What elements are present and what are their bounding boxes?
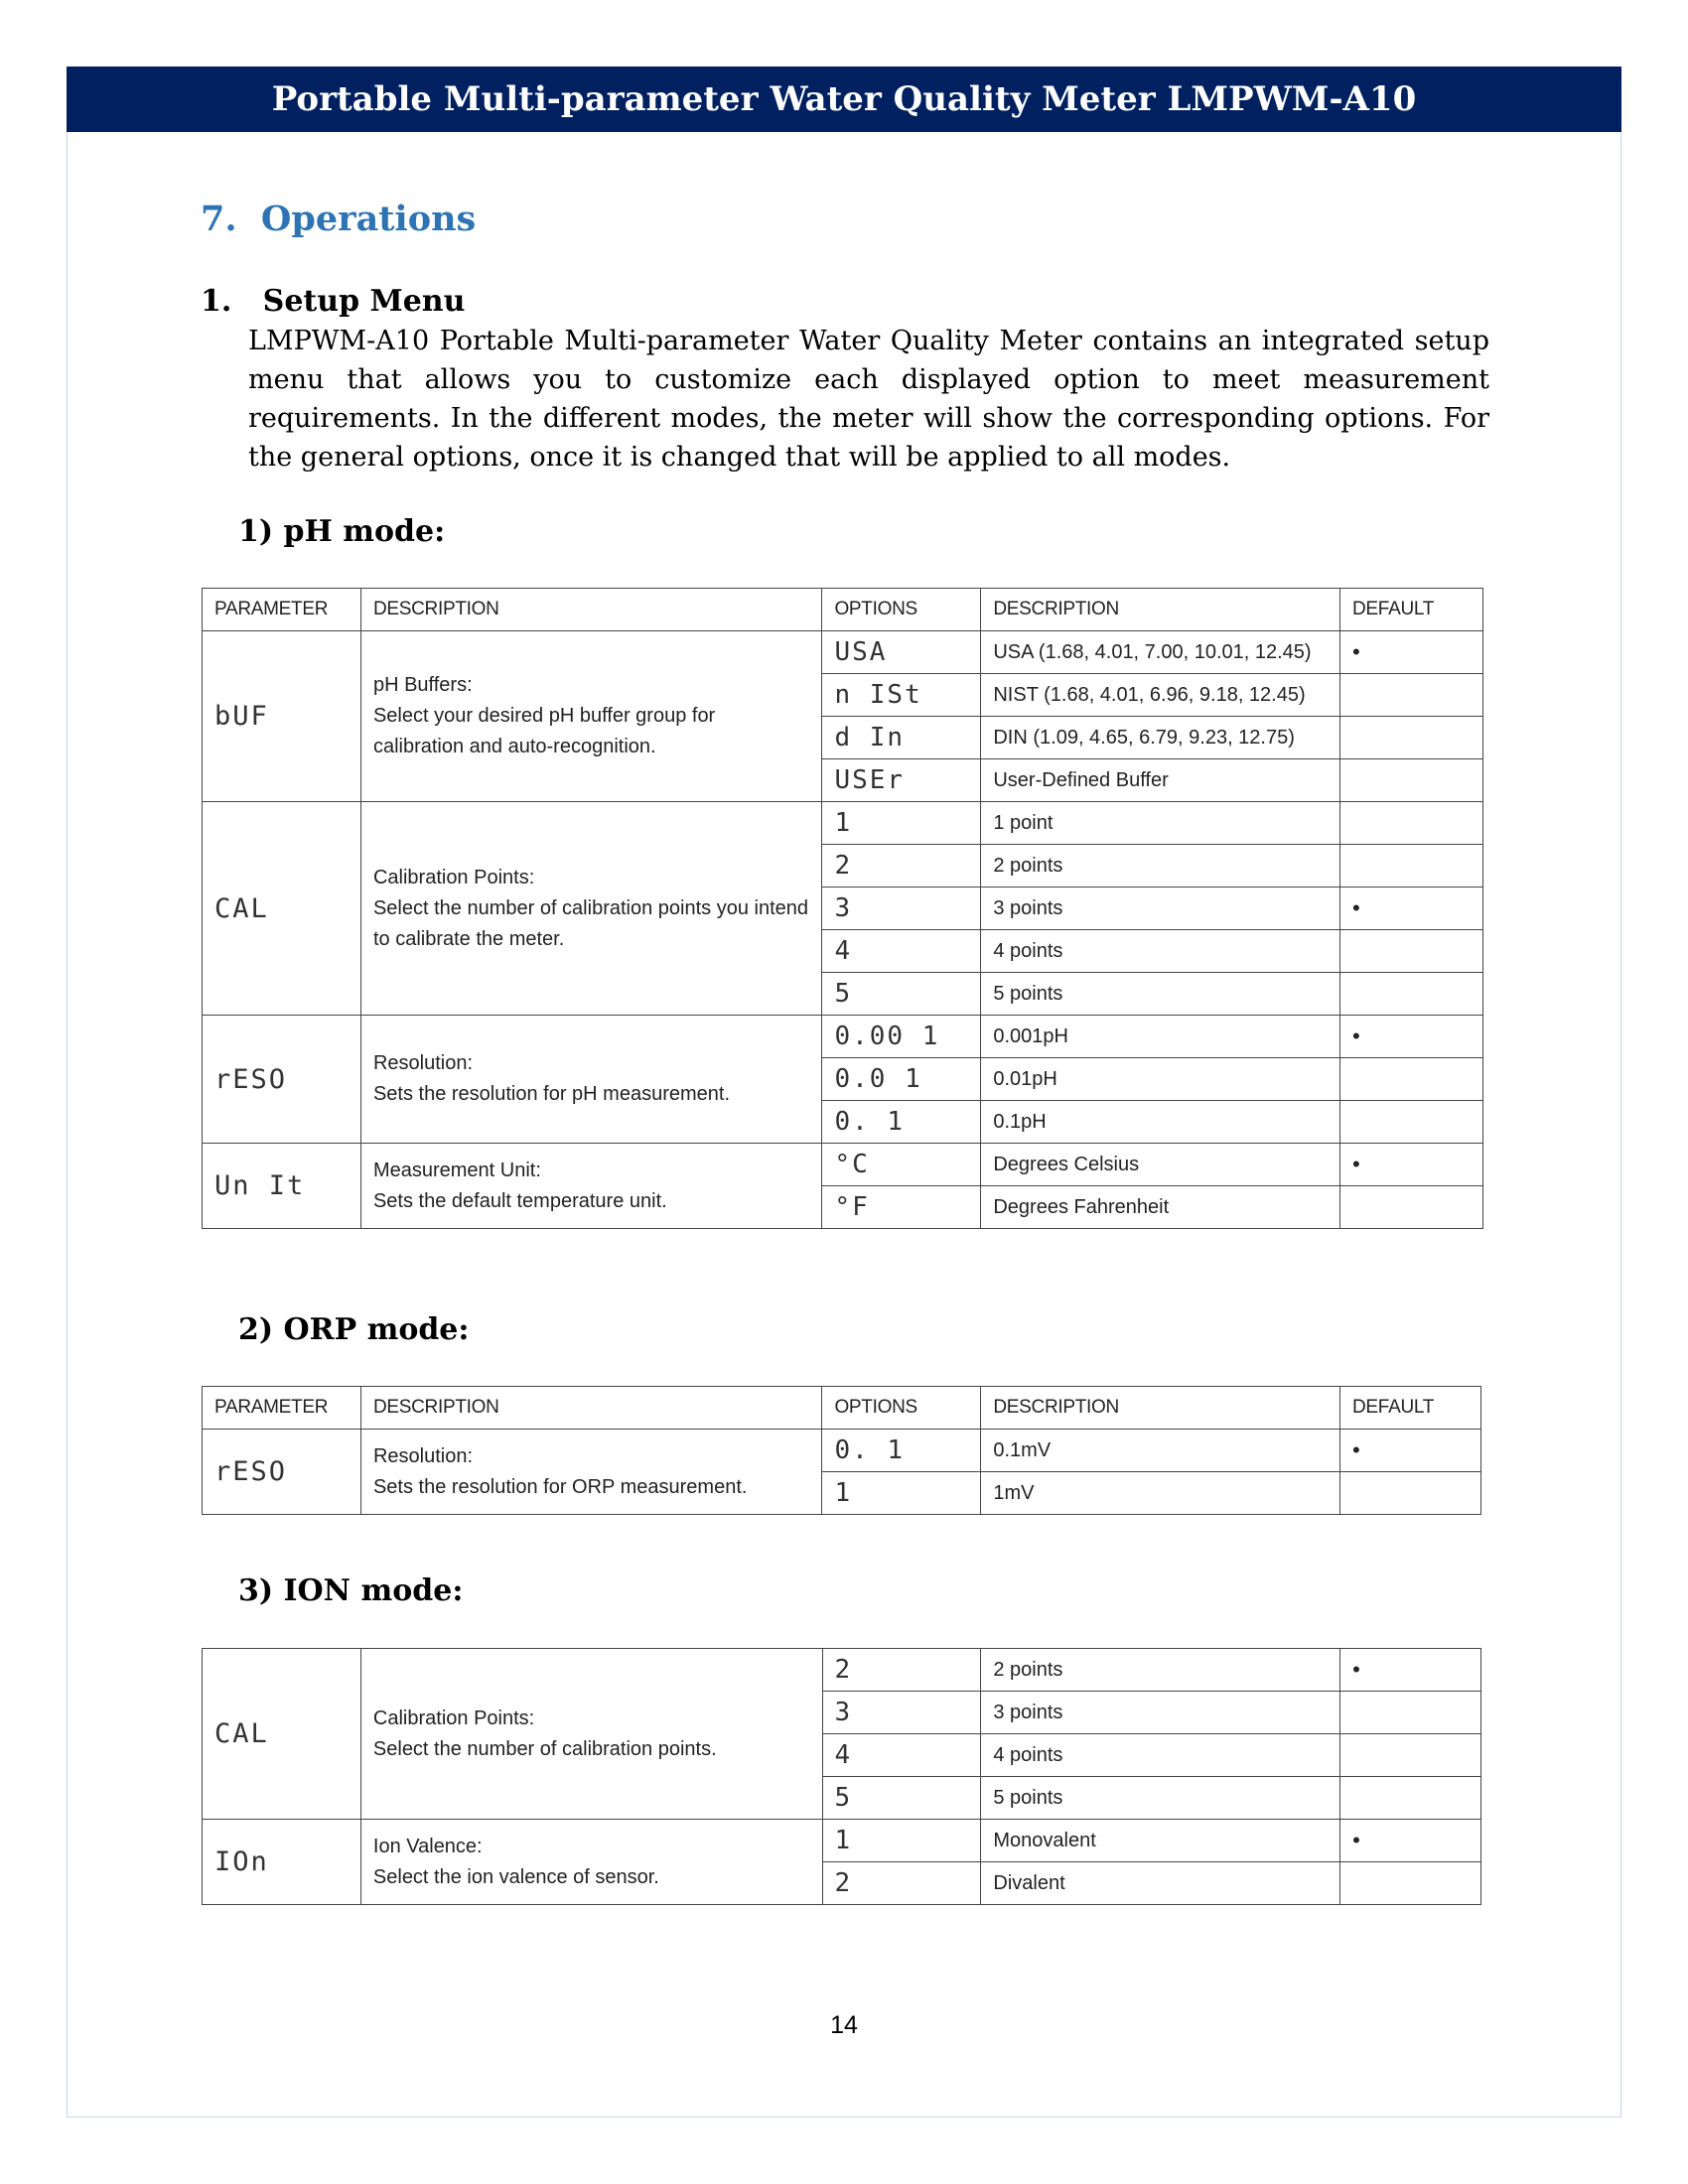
option-description: 5 points: [981, 973, 1340, 1016]
parameter-description-title: Calibration Points:: [372, 1706, 535, 1729]
orp-mode-heading: 2) ORP mode:: [238, 1312, 470, 1347]
column-header-description: DESCRIPTION: [360, 1387, 822, 1430]
table-row: [203, 1016, 1483, 1058]
default-marker: [1340, 759, 1483, 802]
ion-mode-table: [202, 1648, 1481, 1905]
subsection-heading: [201, 284, 465, 319]
column-header-parameter: PARAMETER: [203, 1387, 361, 1430]
parameter-description-text: Select your desired pH buffer group for calibration and auto-recognition.: [372, 705, 716, 757]
option-code: USA: [822, 631, 981, 674]
default-marker: [1340, 973, 1483, 1016]
column-header-default: DEFAULT: [1340, 1387, 1481, 1430]
option-description: DIN (1.09, 4.65, 6.79, 9.23, 12.75): [981, 717, 1340, 759]
option-code: 0.0 1: [822, 1058, 981, 1101]
default-marker: [1340, 1472, 1481, 1515]
ph-mode-heading: 1) pH mode:: [238, 514, 446, 549]
subsection-title: Setup Menu: [262, 284, 466, 319]
document-header: Portable Multi-parameter Water Quality Meter LMPWM-A10: [67, 67, 1621, 132]
option-code: °F: [822, 1186, 981, 1229]
section-heading: [201, 199, 476, 239]
table-row: [203, 1430, 1481, 1472]
option-description: 0.01pH: [981, 1058, 1340, 1101]
default-marker: •: [1340, 631, 1483, 674]
option-description: 2 points: [981, 1649, 1340, 1692]
default-marker: [1340, 1862, 1481, 1905]
table-row: [203, 802, 1483, 845]
parameter-code: Un It: [203, 1144, 361, 1229]
parameter-code: IOn: [203, 1820, 361, 1905]
parameter-description-title: Measurement Unit:: [372, 1159, 541, 1181]
parameter-description-text: Sets the default temperature unit.: [372, 1189, 667, 1212]
option-code: n ISt: [822, 674, 981, 717]
parameter-code: CAL: [203, 1649, 361, 1820]
column-header-option-description: DESCRIPTION: [981, 1387, 1340, 1430]
option-code: 2: [822, 845, 981, 887]
option-description: Degrees Fahrenheit: [981, 1186, 1340, 1229]
option-description: 3 points: [981, 1692, 1340, 1734]
parameter-description: [360, 1820, 822, 1905]
option-description: 1mV: [981, 1472, 1340, 1515]
intro-paragraph: LMPWM-A10 Portable Multi-parameter Water Quality Meter contains an integrated setup menu that allows you to customize each displayed option to meet measurement requirements. In the different modes, the meter will show the corresponding options. For the general options, once it is changed that will be applied to all modes.: [248, 326, 1489, 473]
parameter-description-title: pH Buffers:: [372, 674, 473, 696]
default-marker: [1340, 717, 1483, 759]
default-marker: [1340, 1058, 1483, 1101]
parameter-code: CAL: [203, 802, 361, 1016]
column-header-parameter: PARAMETER: [203, 589, 361, 631]
table-header-row: [203, 589, 1483, 631]
option-code: °C: [822, 1144, 981, 1186]
parameter-code: rESO: [203, 1016, 361, 1144]
page-number: 14: [830, 2011, 858, 2039]
option-code: 3: [822, 1692, 981, 1734]
option-description: User-Defined Buffer: [981, 759, 1340, 802]
parameter-description-text: Select the ion valence of sensor.: [372, 1865, 659, 1888]
section-number: 7.: [201, 199, 237, 239]
default-marker: •: [1340, 1144, 1483, 1186]
option-code: 1: [822, 802, 981, 845]
option-description: Monovalent: [981, 1820, 1340, 1862]
ph-mode-table: [202, 588, 1483, 1229]
option-code: 4: [822, 1734, 981, 1777]
column-header-default: DEFAULT: [1340, 589, 1483, 631]
default-marker: •: [1340, 1430, 1481, 1472]
parameter-description: [360, 1649, 822, 1820]
column-header-options: OPTIONS: [822, 1387, 981, 1430]
option-description: 3 points: [981, 887, 1340, 930]
option-description: 0.1mV: [981, 1430, 1340, 1472]
section-title: Operations: [260, 199, 477, 239]
option-description: 1 point: [981, 802, 1340, 845]
option-description: NIST (1.68, 4.01, 6.96, 9.18, 12.45): [981, 674, 1340, 717]
table-header-row: [203, 1387, 1481, 1430]
default-marker: [1340, 1777, 1481, 1820]
option-code: 3: [822, 887, 981, 930]
option-code: USEr: [822, 759, 981, 802]
parameter-description-text: Select the number of calibration points.: [372, 1737, 717, 1760]
default-marker: [1340, 802, 1483, 845]
default-marker: [1340, 1186, 1483, 1229]
parameter-description-text: Sets the resolution for pH measurement.: [372, 1083, 731, 1105]
option-code: 5: [822, 1777, 981, 1820]
option-code: 0.00 1: [822, 1016, 981, 1058]
table-row: [203, 1820, 1481, 1862]
option-code: 1: [822, 1472, 981, 1515]
parameter-description-title: Calibration Points:: [372, 866, 535, 888]
default-marker: •: [1340, 1016, 1483, 1058]
default-marker: •: [1340, 887, 1483, 930]
column-header-options: OPTIONS: [822, 589, 981, 631]
default-marker: [1340, 674, 1483, 717]
default-marker: [1340, 1734, 1481, 1777]
orp-mode-table: [202, 1386, 1481, 1515]
option-code: 0. 1: [822, 1430, 981, 1472]
parameter-description: [360, 1144, 822, 1229]
option-code: d In: [822, 717, 981, 759]
option-description: 0.001pH: [981, 1016, 1340, 1058]
table-row: [203, 1144, 1483, 1186]
option-code: 2: [822, 1649, 981, 1692]
parameter-description-title: Resolution:: [372, 1052, 474, 1074]
option-description: 5 points: [981, 1777, 1340, 1820]
default-marker: •: [1340, 1820, 1481, 1862]
option-code: 4: [822, 930, 981, 973]
option-description: 4 points: [981, 1734, 1340, 1777]
option-description: 0.1pH: [981, 1101, 1340, 1144]
parameter-code: rESO: [203, 1430, 361, 1515]
option-description: USA (1.68, 4.01, 7.00, 10.01, 12.45): [981, 631, 1340, 674]
option-code: 0. 1: [822, 1101, 981, 1144]
option-description: Divalent: [981, 1862, 1340, 1905]
parameter-description-title: Ion Valence:: [372, 1835, 483, 1857]
option-code: 2: [822, 1862, 981, 1905]
column-header-option-description: DESCRIPTION: [981, 589, 1340, 631]
parameter-description: [360, 802, 822, 1016]
parameter-description: [360, 631, 822, 802]
default-marker: [1340, 930, 1483, 973]
parameter-code: bUF: [203, 631, 361, 802]
table-row: [203, 1649, 1481, 1692]
parameter-description-text: Select the number of calibration points you intend to calibrate the meter.: [372, 896, 808, 950]
default-marker: [1340, 845, 1483, 887]
option-code: 1: [822, 1820, 981, 1862]
default-marker: •: [1340, 1649, 1481, 1692]
parameter-description: [360, 1016, 822, 1144]
parameter-description-text: Sets the resolution for ORP measurement.: [372, 1475, 748, 1498]
option-code: 5: [822, 973, 981, 1016]
option-description: 4 points: [981, 930, 1340, 973]
parameter-description: [360, 1430, 822, 1515]
table-row: [203, 631, 1483, 674]
default-marker: [1340, 1101, 1483, 1144]
column-header-description: DESCRIPTION: [360, 589, 822, 631]
option-description: 2 points: [981, 845, 1340, 887]
default-marker: [1340, 1692, 1481, 1734]
parameter-description-title: Resolution:: [372, 1444, 474, 1467]
subsection-number: 1.: [201, 284, 232, 319]
option-description: Degrees Celsius: [981, 1144, 1340, 1186]
ion-mode-heading: 3) ION mode:: [238, 1573, 464, 1608]
